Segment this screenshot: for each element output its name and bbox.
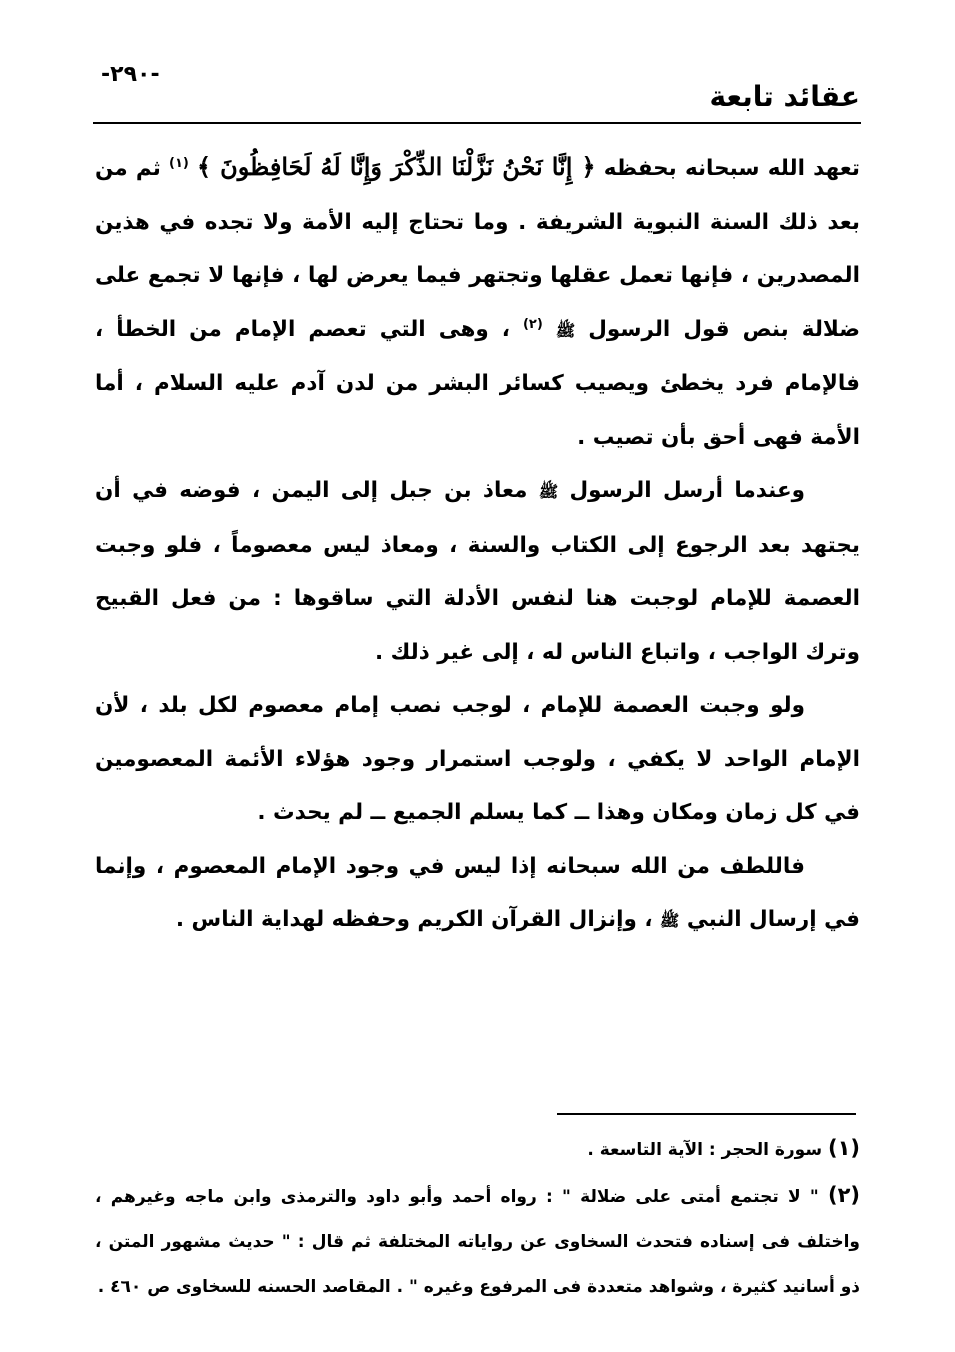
paragraph-2: [95, 464, 860, 679]
footnote-text: " لا تجتمع أمتى على ضلالة " : رواه أحمد وأبو داود والترمذى وابن ماجه وغيرهم ، واختلف فى إسناده فتحدث السخاوى عن رواياته المختلفة ثم قال : " حديث مشهور المتن ، ذو أسانيد كثيرة ، وشواهد متعددة فى المرفوع وغيره " . المقاصد الحسنه للسخاوى ص ٤٦٠ .: [95, 1187, 860, 1297]
footnote-text: سورة الحجر : الآية التاسعة .: [587, 1140, 828, 1160]
paragraph-4-end: ، وإنزال القرآن الكريم وحفظه لهداية الناس .: [175, 907, 661, 932]
footnote-ref-1: (١): [168, 155, 189, 171]
paragraph-2-end: معاذ بن جبل إلى اليمن ، فوضه في أن يجتهد بعد الرجوع إلى الكتاب والسنة ، ومعاذ ليس معصوماً ، فلو وجبت العصمة للإمام لوجبت هنا لنفس الأدلة التي ساقوها : من فعل القبيح وترك الواجب ، واتباع الناس له ، إلى غير ذلك .: [95, 478, 860, 665]
paragraph-3: ولو وجبت العصمة للإمام ، لوجب نصب إمام معصوم لكل بلد ، لأن الإمام الواحد لا يكفي ، ولوجب استمرار وجود هؤلاء الأئمة المعصومين في كل زمان ومكان وهذا ــ كما يسلم الجميع ــ لم يحدث .: [95, 693, 860, 825]
quran-verse: ﴿ إِنَّا نَحْنُ نَزَّلْنَا الذِّكْرَ وَإِنَّا لَهُ لَحَافِظُونَ ﴾: [197, 152, 596, 181]
main-text: [95, 140, 860, 948]
footnote-1: [95, 1126, 860, 1173]
page-header: [95, 58, 860, 120]
footnotes: [95, 1126, 860, 1310]
honorific-symbol: ﷺ: [555, 320, 576, 340]
paragraph-1: [95, 140, 860, 464]
paragraph-1-middle: ثم من بعد ذلك السنة النبوية الشريفة . وما تحتاج إليه الأمة ولا تجده في هذين المصدرين ، فإنها تعمل عقلها وتجتهر فيما يعرض لها ، فإنها لا تجمع على ضلالة بنص قول الرسول: [95, 156, 860, 342]
page-number: -٢٩٠-: [101, 62, 160, 87]
paragraph-4-start: فاللطف من الله سبحانه إذا ليس في وجود الإمام المعصوم ، وإنما في إرسال النبي: [95, 853, 860, 932]
paragraph-2-start: وعندما أرسل الرسول: [558, 478, 805, 503]
header-rule: [93, 122, 861, 124]
running-title: عقائد تابعة: [709, 80, 860, 113]
honorific-symbol: ﷺ: [538, 482, 559, 501]
paragraph-4: [95, 840, 860, 948]
footnote-2: [95, 1173, 860, 1310]
honorific-symbol: ﷺ: [660, 911, 680, 930]
footnote-number: (٢): [827, 1183, 860, 1207]
footnote-rule: [557, 1113, 856, 1115]
paragraph-1-end: ، وهى التي تعصم الإمام من الخطأ ، فالإمام فرد يخطئ ويصيب كسائر البشر من لدن آدم عليه السلام ، أما الأمة فهى أحق بأن تصيب .: [95, 316, 860, 450]
footnote-number: (١): [827, 1136, 860, 1160]
paragraph-1-start: تعهد الله سبحانه بحفظه: [595, 156, 860, 181]
footnote-ref-2: (٢): [522, 316, 543, 332]
